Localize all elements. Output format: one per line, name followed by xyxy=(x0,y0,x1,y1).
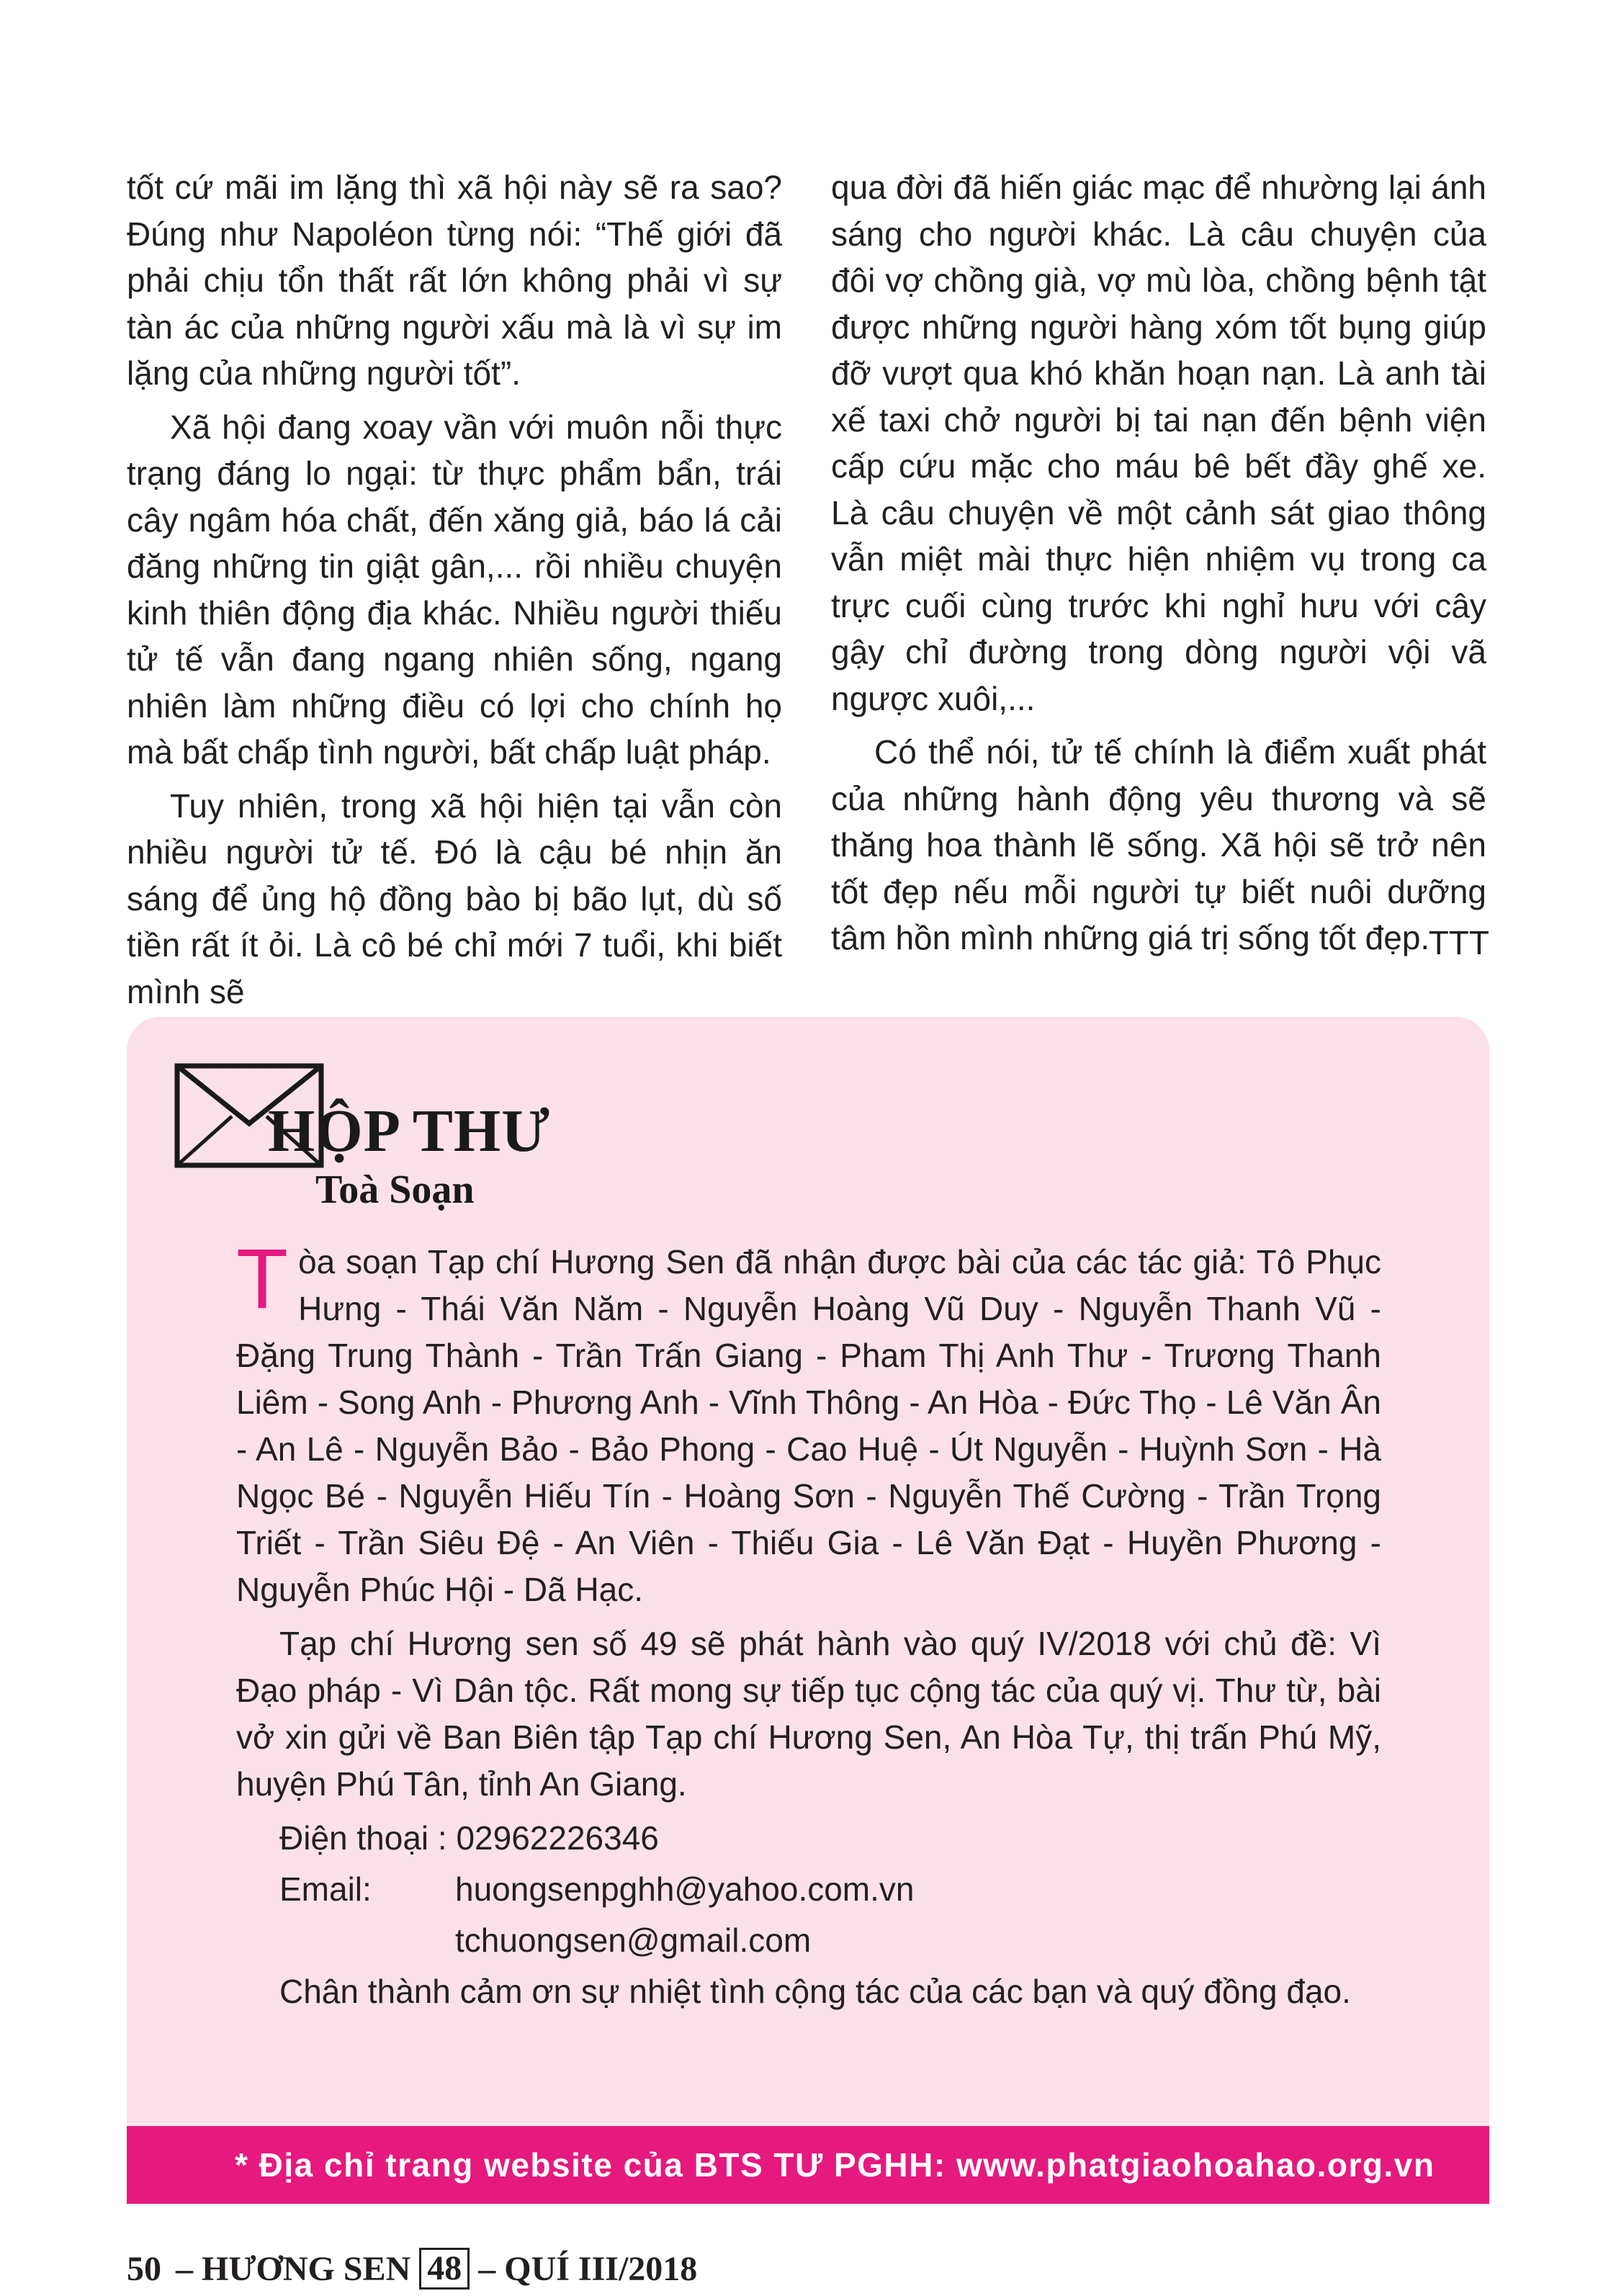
email-address[interactable]: huongsenpghh@yahoo.com.vn xyxy=(455,1870,915,1908)
article-paragraph: Tuy nhiên, trong xã hội hiện tại vẫn còn nhiều người tử tế. Đó là cậu bé nhịn ăn sáng để ủng hộ đồng bào bị bão lụt, dù số tiền rất ít ỏi. Là cô bé chỉ mới 7 tuổi, khi biết mình sẽ xyxy=(127,786,782,1010)
article-left-column xyxy=(127,164,782,1022)
authors-list: òa soạn Tạp chí Hương Sen đã nhận được bài của các tác giả: Tô Phục Hưng - Thái Văn Năm - Nguyễn Hoàng Vũ Duy - Nguyễn Thanh Vũ - Đặng Trung Thành - Trần Trấn Giang - Pham Thị Anh Thư - Trương Thanh Liêm - Song Anh - Phương Anh - Vĩnh Thông - An Hòa - Đức Thọ - Lê Văn Ân - An Lê - Nguyễn Bảo - Bảo Phong - Cao Huệ - Út Nguyễn - Huỳnh Sơn - Hà Ngọc Bé - Nguyễn Hiếu Tín - Hoàng Sơn - Nguyễn Thế Cường - Trần Trọng Triết - Trần Siêu Đệ - An Viên - Thiếu Gia - Lê Văn Đạt - Huyền Phương - Nguyễn Phúc Hội - Dã Hạc. xyxy=(236,1243,1381,1608)
issue-number: 48 xyxy=(419,2248,470,2290)
author-signature: TTT xyxy=(1428,924,1489,961)
article-paragraph: qua đời đã hiến giác mạc để nhường lại ánh sáng cho người khác. Là câu chuyện của đôi vợ chồng già, vợ mù lòa, chồng bệnh tật được những người hàng xóm tốt bụng giúp đỡ vượt qua khó khăn hoạn nạn. Là anh tài xế taxi chở người bị tai nạn đến bệnh viện cấp cứu mặc cho máu bê bết đầy ghế xe. Là câu chuyện về một cảnh sát giao thông vẫn miệt mài thực hiện nhiệm vụ trong ca trực cuối cùng trước khi nghỉ hưu với cây gậy chỉ đường trong dòng người vội vã ngược xuôi,... xyxy=(831,169,1486,717)
magazine-name: – HƯƠNG SEN xyxy=(176,2249,411,2288)
email-line xyxy=(279,1866,1381,1913)
mailbox-section xyxy=(127,1017,1489,2126)
article-paragraph: tốt cứ mãi im lặng thì xã hội này sẽ ra sao? Đúng như Napoléon từng nói: “Thế giới đã phải chịu tổn thất rất lớn không phải vì sự tàn ác của những người xấu mà là vì sự im lặng của những người tốt”. xyxy=(127,169,782,392)
mailbox-subtitle: Toà Soạn xyxy=(315,1167,475,1212)
page-footer xyxy=(127,2247,697,2290)
email-address[interactable]: tchuongsen@gmail.com xyxy=(455,1921,812,1959)
mailbox-paragraph: Tạp chí Hương sen số 49 sẽ phát hành vào quý IV/2018 với chủ đề: Vì Đạo pháp - Vì Dân tộc. Rất mong sự tiếp tục cộng tác của quý vị. Thư từ, bài vở xin gửi về Ban Biên tập Tạp chí Hương Sen, An Hòa Tự, thị trấn Phú Mỹ, huyện Phú Tân, tỉnh An Giang. xyxy=(236,1625,1381,1803)
thanks-line: Chân thành cảm ơn sự nhiệt tình cộng tác của các bạn và quý đồng đạo. xyxy=(279,1973,1351,2010)
email-label: Email: xyxy=(279,1870,372,1908)
article-paragraph: Xã hội đang xoay vần với muôn nỗi thực trạng đáng lo ngại: từ thực phẩm bẩn, trái cây ngâm hóa chất, đến xăng giả, báo lá cải đăng những tin giật gân,... rồi nhiều chuyện kinh thiên động địa khác. Nhiều người thiếu tử tế vẫn đang ngang nhiên sống, ngang nhiên làm những điều có lợi cho chính họ mà bất chấp tình người, bất chấp luật pháp. xyxy=(127,408,782,771)
drop-cap: T xyxy=(236,1232,289,1327)
page-number: 50 xyxy=(127,2249,161,2288)
phone-line: Điện thoại : 02962226346 xyxy=(279,1819,659,1857)
website-banner xyxy=(127,2126,1489,2204)
mailbox-body xyxy=(236,1232,1381,2019)
article-right-column xyxy=(831,164,1486,969)
website-link[interactable]: * Địa chỉ trang website của BTS TƯ PGHH: www.phatgiaohoahao.org.vn xyxy=(235,2146,1435,2184)
article-paragraph: Có thể nói, tử tế chính là điểm xuất phát của những hành động yêu thương và sẽ thăng hoa thành lẽ sống. Xã hội sẽ trở nên tốt đẹp nếu mỗi người tự biết nuôi dưỡng tâm hồn mình những giá trị sống tốt đẹp. xyxy=(831,733,1486,956)
quarter-label: – QUÍ III/2018 xyxy=(478,2249,698,2288)
mailbox-paragraph xyxy=(236,1232,1381,1613)
mailbox-title: HỘP THƯ xyxy=(268,1098,551,1165)
